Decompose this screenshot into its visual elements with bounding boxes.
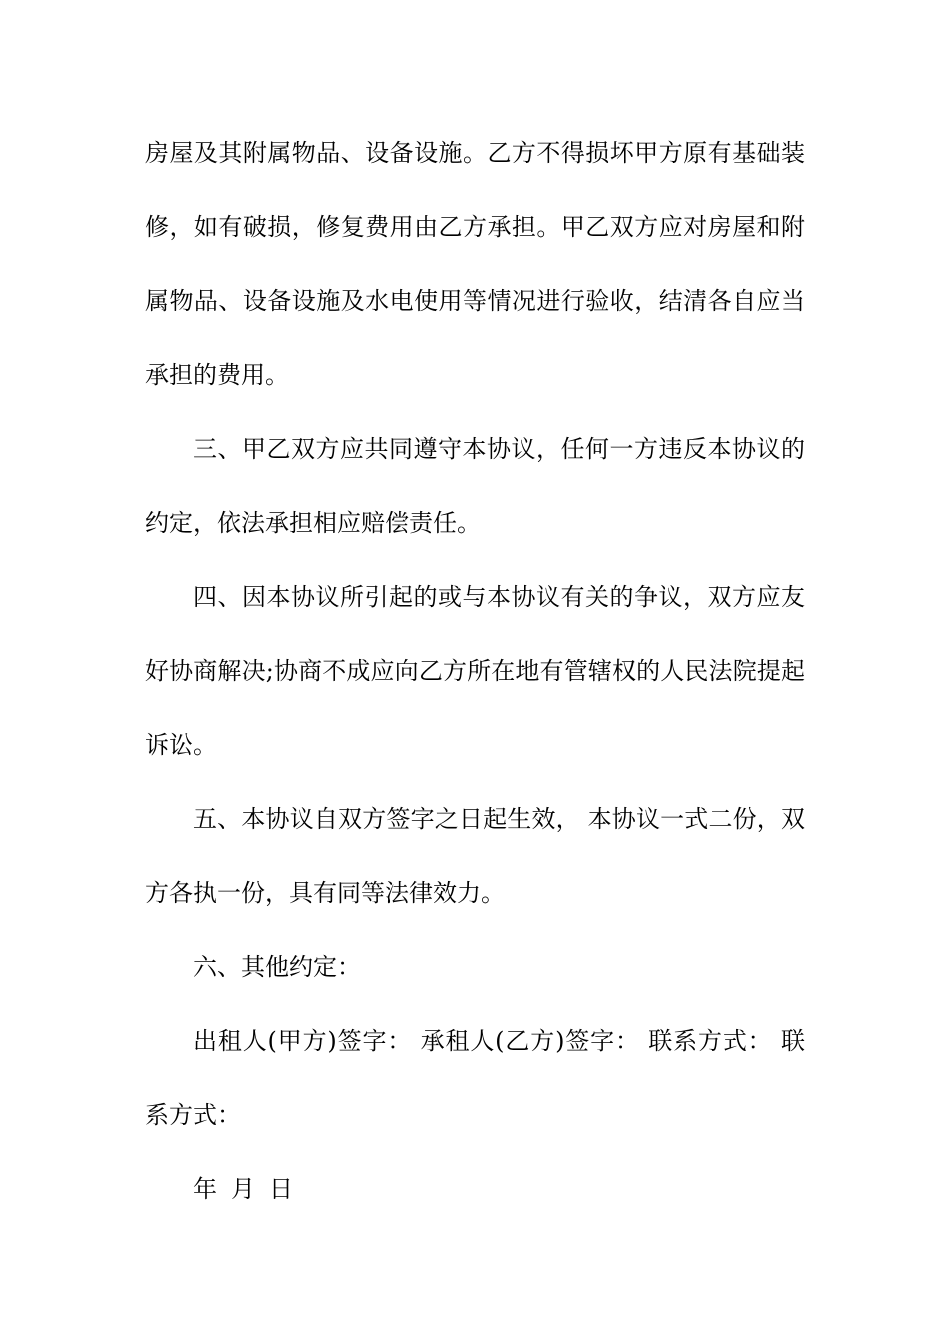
paragraph-clause-four: 四、因本协议所引起的或与本协议有关的争议，双方应友好协商解决;协商不成应向乙方所在地有管辖权的人民法院提起诉讼。 bbox=[145, 583, 805, 759]
date-month-label: 月 bbox=[231, 1175, 255, 1203]
paragraph-clause-three: 三、甲乙双方应共同遵守本协议，任何一方违反本协议的约定，依法承担相应赔偿责任。 bbox=[145, 435, 805, 537]
paragraph-continuation: 房屋及其附属物品、设备设施。乙方不得损坏甲方原有基础装修，如有破损，修复费用由乙方承担。甲乙双方应对房屋和附属物品、设备设施及水电使用等情况进行验收，结清各自应当承担的费用。 bbox=[145, 139, 805, 389]
signature-line: 出租人(甲方)签字： 承租人(乙方)签字： 联系方式： 联系方式： bbox=[145, 1027, 805, 1129]
date-line bbox=[145, 1152, 805, 1226]
paragraph-clause-six: 六、其他约定： bbox=[193, 953, 361, 981]
date-year-label: 年 bbox=[193, 1175, 217, 1203]
paragraph-clause-five: 五、本协议自双方签字之日起生效， 本协议一式二份，双方各执一份，具有同等法律效力。 bbox=[145, 805, 805, 907]
date-day-label: 日 bbox=[269, 1175, 293, 1203]
